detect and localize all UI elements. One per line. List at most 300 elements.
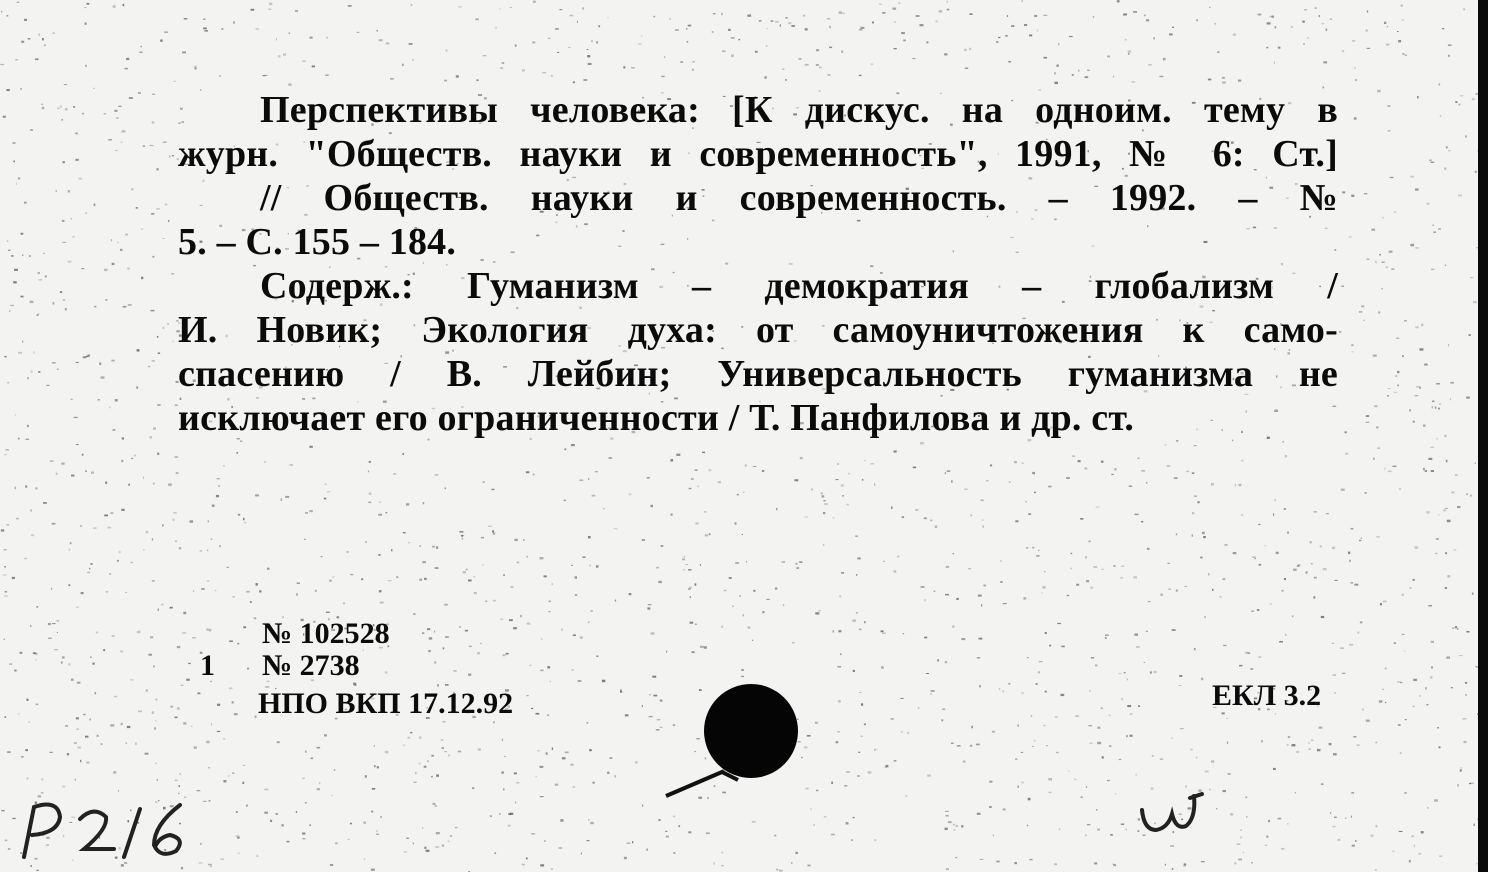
speckle [646, 849, 647, 851]
speckle [588, 63, 592, 65]
speckle [57, 108, 59, 109]
speckle [920, 442, 924, 444]
speckle [1431, 269, 1434, 271]
speckle [753, 590, 755, 592]
speckle [864, 460, 866, 461]
speckle [989, 806, 992, 808]
speckle [522, 69, 525, 71]
speckle [1435, 553, 1438, 554]
speckle [872, 22, 874, 24]
speckle [217, 478, 220, 479]
speckle [582, 557, 585, 558]
speckle [1037, 29, 1038, 31]
speckle [1332, 826, 1335, 828]
speckle [458, 6, 462, 7]
speckle [1085, 76, 1089, 78]
speckle [466, 569, 468, 570]
speckle [118, 790, 119, 792]
speckle [128, 484, 130, 486]
speckle [811, 808, 812, 809]
speckle [1163, 58, 1166, 60]
speckle [76, 728, 79, 730]
speckle [87, 3, 90, 5]
speckle [151, 213, 154, 215]
speckle [160, 39, 162, 41]
speckle [885, 766, 888, 768]
speckle [1428, 605, 1432, 606]
speckle [509, 619, 513, 621]
speckle [1450, 398, 1451, 400]
speckle [1176, 590, 1178, 592]
speckle [1472, 98, 1475, 100]
speckle [882, 633, 886, 634]
speckle [523, 539, 524, 541]
speckle [675, 29, 679, 31]
speckle [964, 489, 968, 491]
speckle [192, 637, 196, 639]
speckle [840, 653, 841, 655]
speckle [74, 417, 78, 418]
speckle [952, 625, 954, 627]
speckle [240, 441, 242, 442]
speckle [1367, 259, 1370, 260]
speckle [181, 867, 183, 870]
speckle [490, 815, 492, 817]
speckle [436, 832, 440, 834]
speckle [913, 467, 916, 469]
speckle [838, 700, 841, 702]
speckle [1165, 444, 1167, 445]
speckle [1421, 324, 1423, 326]
speckle [44, 44, 46, 46]
speckle [1292, 744, 1296, 746]
speckle [442, 721, 445, 722]
speckle [1233, 34, 1236, 36]
speckle [209, 629, 211, 632]
speckle [1026, 547, 1029, 548]
speckle [1241, 830, 1242, 831]
speckle [1313, 596, 1315, 598]
speckle [661, 545, 664, 547]
speckle [1081, 796, 1083, 798]
speckle [1384, 468, 1385, 470]
speckle [1192, 472, 1195, 474]
speckle [410, 732, 413, 733]
speckle [108, 139, 112, 140]
speckle [429, 637, 433, 639]
speckle [1251, 611, 1254, 612]
speckle [393, 473, 396, 474]
speckle [75, 133, 77, 135]
speckle [558, 847, 562, 849]
speckle [527, 556, 528, 558]
speckle [86, 762, 89, 764]
speckle [172, 155, 174, 156]
speckle [531, 708, 533, 709]
speckle [321, 556, 323, 557]
speckle [499, 8, 500, 9]
speckle [1446, 460, 1448, 462]
speckle [434, 631, 435, 633]
speckle [127, 268, 129, 270]
speckle [977, 657, 981, 658]
speckle [131, 458, 133, 459]
speckle [1314, 577, 1317, 579]
speckle [93, 88, 94, 89]
speckle [838, 630, 841, 632]
speckle [1011, 25, 1015, 27]
speckle [961, 638, 965, 640]
speckle [482, 564, 483, 566]
speckle [48, 623, 51, 625]
speckle [856, 574, 857, 576]
speckle [69, 549, 70, 551]
speckle [435, 805, 437, 806]
speckle [22, 254, 23, 256]
speckle [1069, 36, 1073, 37]
speckle [413, 613, 416, 615]
speckle [937, 659, 939, 661]
speckle [480, 643, 482, 644]
speckle [39, 33, 40, 35]
speckle [945, 815, 948, 816]
speckle [1144, 662, 1146, 663]
speckle [402, 453, 404, 455]
speckle [1288, 736, 1290, 738]
speckle [704, 646, 707, 648]
speckle [1448, 150, 1451, 151]
speckle [1127, 705, 1131, 707]
speckle [105, 482, 107, 484]
speckle [276, 38, 277, 40]
speckle [1056, 65, 1059, 67]
speckle [1049, 792, 1052, 793]
speckle [93, 528, 97, 529]
speckle [1201, 861, 1205, 862]
speckle [1266, 47, 1268, 48]
speckle [29, 255, 31, 256]
speckle [1322, 23, 1325, 24]
speckle [264, 461, 266, 463]
speckle [503, 574, 505, 576]
speckle [1025, 501, 1027, 503]
speckle [532, 833, 535, 835]
speckle [1278, 47, 1281, 49]
speckle [135, 743, 137, 745]
speckle [792, 642, 794, 643]
speckle [1473, 301, 1477, 303]
speckle [861, 703, 863, 705]
speckle [1089, 690, 1090, 692]
speckle [1338, 839, 1340, 841]
speckle [785, 79, 787, 81]
speckle [1349, 644, 1353, 646]
speckle [1032, 547, 1034, 549]
speckle [927, 774, 931, 776]
speckle [1388, 388, 1391, 389]
speckle [841, 572, 844, 574]
speckle [182, 632, 186, 634]
speckle [444, 80, 447, 82]
speckle [666, 651, 667, 653]
speckle [894, 21, 895, 23]
speckle [138, 92, 141, 94]
speckle [916, 15, 920, 17]
speckle [158, 352, 160, 354]
speckle [570, 15, 574, 16]
speckle [1247, 652, 1250, 654]
speckle [217, 704, 220, 706]
speckle [1044, 725, 1046, 726]
speckle [41, 778, 43, 780]
speckle [1148, 601, 1151, 602]
speckle [1185, 786, 1187, 788]
speckle [945, 828, 948, 831]
speckle [1457, 628, 1459, 630]
speckle [1167, 466, 1171, 467]
speckle [537, 750, 540, 751]
speckle [735, 522, 737, 524]
speckle [173, 341, 174, 343]
speckle [1402, 355, 1404, 357]
speckle [469, 646, 472, 647]
speckle [555, 28, 559, 29]
speckle [146, 689, 148, 691]
speckle [1341, 489, 1345, 491]
speckle [1179, 685, 1182, 686]
speckle [1228, 773, 1231, 775]
speckle [94, 306, 96, 307]
speckle [1130, 713, 1133, 715]
speckle [1209, 7, 1211, 8]
speckle [126, 743, 127, 744]
speckle [415, 772, 417, 774]
speckle [290, 464, 293, 466]
speckle [883, 561, 885, 562]
speckle [713, 13, 716, 14]
speckle [1021, 752, 1024, 753]
speckle [458, 751, 461, 753]
speckle [181, 685, 184, 686]
speckle [1455, 626, 1457, 628]
speckle [837, 731, 840, 732]
speckle [1351, 792, 1354, 793]
speckle [52, 623, 56, 624]
speckle [305, 512, 308, 513]
speckle [176, 472, 179, 473]
speckle [277, 741, 280, 743]
speckle [627, 843, 631, 845]
speckle [642, 805, 643, 807]
speckle [1410, 176, 1414, 178]
speckle [649, 716, 653, 717]
speckle [969, 48, 971, 50]
speckle [1371, 835, 1374, 837]
speckle [236, 452, 238, 454]
speckle [378, 514, 382, 516]
speckle [411, 4, 413, 6]
speckle [57, 369, 59, 370]
speckle [1415, 326, 1418, 328]
speckle [615, 600, 616, 602]
speckle [1097, 829, 1100, 831]
speckle [931, 690, 935, 691]
speckle [153, 427, 156, 429]
speckle [1179, 675, 1182, 677]
speckle [1113, 864, 1116, 866]
speckle [608, 17, 609, 18]
speckle [131, 562, 133, 563]
speckle [113, 429, 116, 431]
speckle [811, 489, 813, 491]
speckle [508, 825, 511, 827]
speckle [1367, 48, 1371, 49]
speckle [1357, 744, 1360, 745]
speckle [57, 620, 60, 622]
speckle [1201, 678, 1204, 681]
speckle [68, 190, 70, 192]
speckle [824, 503, 828, 505]
speckle [435, 846, 439, 847]
speckle [152, 711, 154, 714]
speckle [1292, 615, 1294, 617]
speckle [223, 780, 226, 782]
speckle [797, 719, 799, 720]
speckle [1034, 15, 1037, 17]
speckle [614, 528, 618, 529]
speckle [815, 722, 818, 724]
speckle [431, 755, 433, 757]
speckle [49, 752, 52, 753]
speckle [369, 461, 371, 463]
speckle [1273, 768, 1276, 770]
speckle [220, 859, 224, 860]
speckle [1378, 311, 1380, 313]
speckle [1402, 594, 1404, 596]
speckle [1127, 678, 1128, 680]
speckle [350, 823, 352, 825]
speckle [1034, 740, 1035, 742]
speckle [1261, 740, 1262, 742]
speckle [1015, 520, 1018, 522]
speckle [1355, 840, 1356, 842]
speckle [587, 840, 590, 841]
speckle [475, 18, 479, 20]
speckle [839, 595, 841, 597]
speckle [782, 69, 784, 70]
speckle [559, 9, 562, 10]
speckle [7, 524, 10, 525]
speckle [1287, 823, 1289, 824]
speckle [971, 726, 973, 729]
speckle [894, 570, 897, 572]
speckle [83, 714, 85, 715]
speckle [1326, 513, 1329, 514]
speckle [448, 841, 450, 842]
speckle [1430, 447, 1434, 448]
speckle [1089, 743, 1092, 744]
speckle [115, 399, 118, 401]
speckle [511, 587, 514, 588]
speckle [666, 836, 669, 838]
speckle [1388, 130, 1391, 131]
speckle [1134, 576, 1137, 578]
speckle [1411, 835, 1413, 837]
speckle [104, 269, 107, 272]
speckle [713, 862, 714, 864]
speckle [243, 518, 245, 521]
speckle [141, 46, 142, 48]
speckle [1269, 604, 1272, 605]
speckle [839, 11, 842, 13]
speckle [662, 76, 665, 78]
speckle [795, 852, 798, 854]
speckle [856, 612, 858, 613]
speckle [1423, 468, 1425, 470]
speckle [1351, 816, 1352, 818]
speckle [774, 835, 776, 837]
speckle [1055, 716, 1058, 717]
speckle [238, 514, 240, 516]
speckle [898, 3, 900, 4]
speckle [930, 520, 932, 522]
speckle [1465, 694, 1467, 695]
speckle [212, 505, 215, 507]
speckle [289, 33, 291, 34]
speckle [823, 500, 825, 501]
speckle [1417, 96, 1419, 98]
speckle [1440, 115, 1441, 116]
speckle [178, 793, 180, 794]
speckle [821, 492, 823, 494]
speckle [488, 526, 492, 527]
speckle [1374, 405, 1377, 407]
speckle [247, 668, 249, 670]
speckle [847, 504, 849, 506]
speckle [1465, 682, 1467, 684]
speckle [607, 772, 609, 774]
speckle [413, 843, 414, 845]
speckle [477, 652, 480, 654]
speckle [656, 567, 659, 569]
speckle [1045, 691, 1047, 693]
speckle [1243, 852, 1244, 854]
speckle [54, 649, 57, 650]
speckle [1278, 818, 1282, 820]
speckle [1366, 30, 1368, 32]
speckle [499, 813, 500, 815]
speckle [670, 459, 673, 461]
speckle [326, 37, 327, 39]
speckle [331, 795, 332, 796]
speckle [1002, 690, 1004, 692]
speckle [1257, 609, 1260, 611]
speckle [1273, 513, 1274, 516]
speckle [183, 722, 186, 724]
speckle [1430, 676, 1432, 678]
speckle [1386, 266, 1389, 268]
speckle [12, 577, 15, 579]
speckle [540, 796, 544, 797]
speckle [979, 638, 983, 640]
speckle [1384, 22, 1386, 24]
speckle [700, 646, 704, 648]
speckle [256, 28, 260, 29]
speckle [540, 557, 544, 559]
speckle [163, 327, 165, 329]
speckle [404, 851, 407, 852]
speckle [1067, 595, 1069, 596]
